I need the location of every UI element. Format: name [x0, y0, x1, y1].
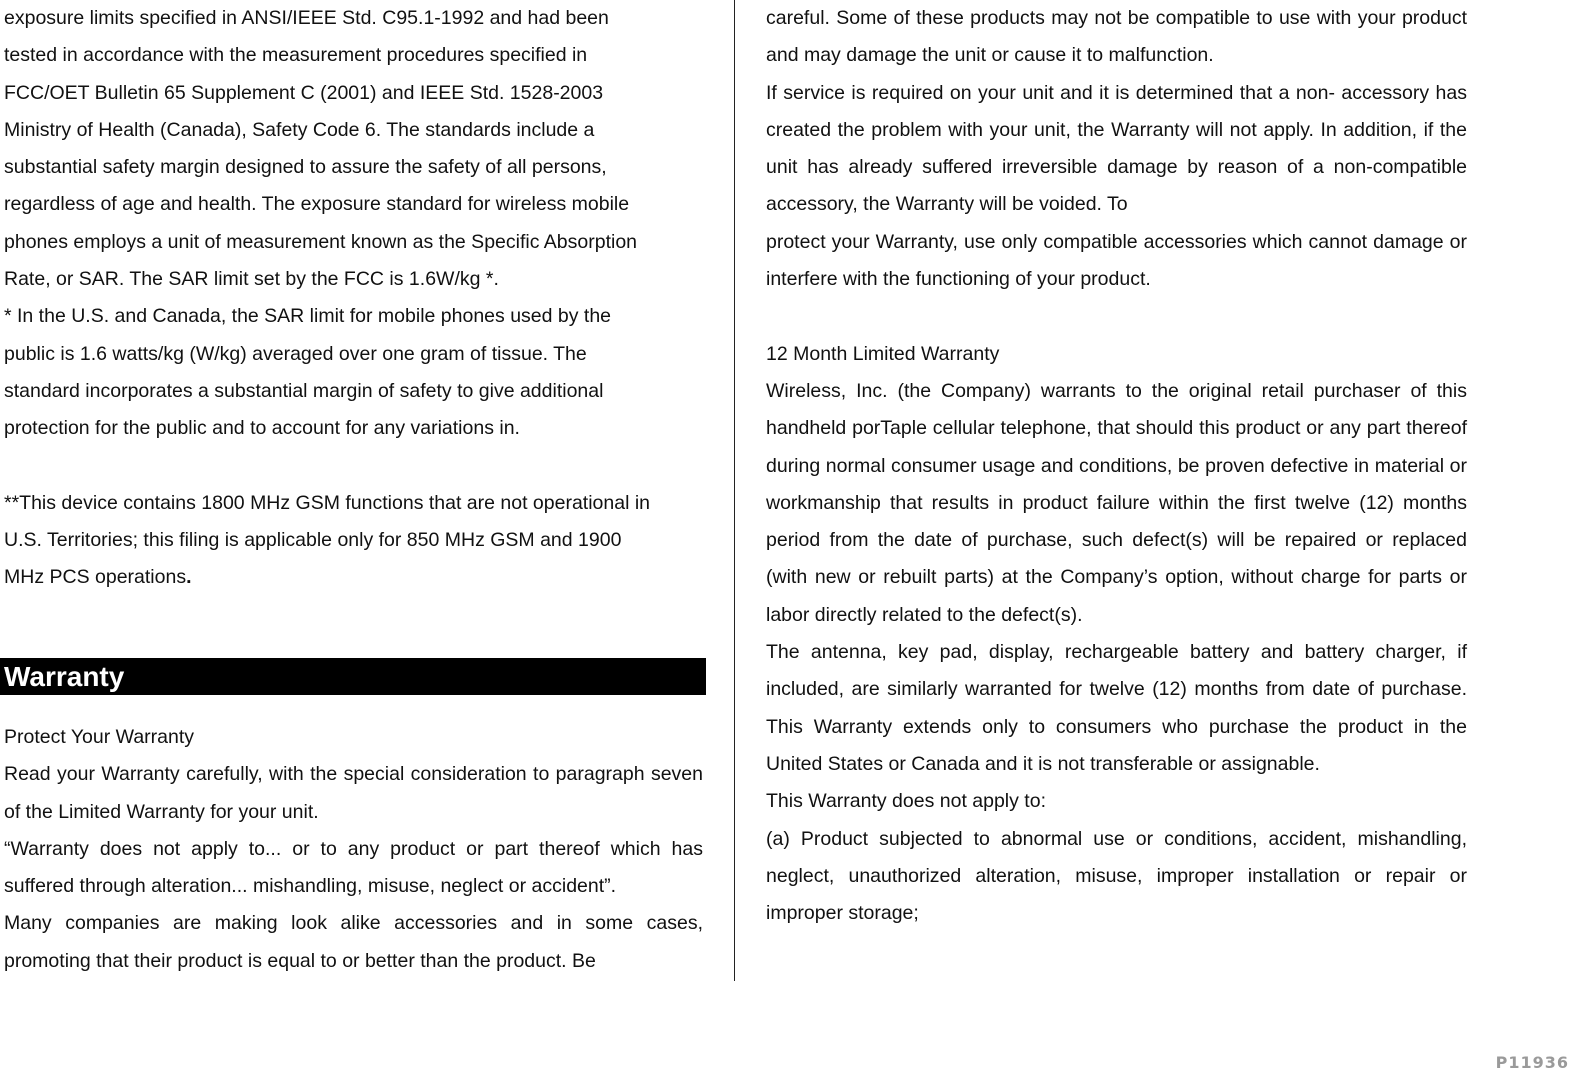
warranty-left-body	[4, 719, 703, 980]
exposure-paragraph: exposure limits specified in ANSI/IEEE Std. C95.1-1992 and had been tested in accordance with the measurement procedures specified in FCC/OET Bulletin 65 Supplement C (2001) and IEEE Std. 1528-2003 Ministry of Health (Canada), Safety Code 6. The standards include a substantial safety margin designed to assure the safety of all persons, regardless of age and health. The exposure standard for wireless mobile phones employs a unit of measurement known as the Specific Absorption Rate, or SAR. The SAR limit set by the FCC is 1.6W/kg *.	[4, 7, 638, 291]
left-column	[4, 0, 706, 597]
read-warranty-paragraph: Read your Warranty carefully, with the special consideration to paragraph seven of the Limited Warranty for your unit.	[4, 763, 703, 823]
company-warranty-paragraph: Wireless, Inc. (the Company) warrants to the original retail purchaser of this handheld porTaple cellular telephone, that should this product or any part thereof during normal consumer usage and conditions, be proven defective in material or workmanship that results in product failure within the first twelve (12) months period from the date of purchase, such defect(s) will be repaired or replaced (with new or rebuilt parts) at the Company’s option, without charge for parts or labor directly related to the defect(s).	[766, 379, 1467, 626]
sar-note-paragraph: * In the U.S. and Canada, the SAR limit for mobile phones used by the public is 1.6 watts/kg (W/kg) averaged over one gram of tissue. The standard incorporates a substantial margin of safety to give additional protection for the public and to account for any variations in.	[4, 305, 612, 440]
gsm-note-paragraph	[4, 485, 706, 597]
page-code: P11936	[1495, 1053, 1569, 1072]
warranty-quote-paragraph: “Warranty does not apply to... or to any product or part thereof which has suffered through alteration... mishandling, misuse, neglect or accident”.	[4, 837, 703, 898]
does-not-apply-heading: This Warranty does not apply to:	[766, 790, 1046, 813]
service-paragraph: If service is required on your unit and it is determined that a non- accessory has created the problem with your unit, the Warranty will not apply. In addition, if the unit has already suffered irreversible damage by reason of a non-compatible accessory, the Warranty will be voided. To	[766, 81, 1467, 216]
gsm-note-end: .	[186, 566, 192, 589]
antenna-paragraph: The antenna, key pad, display, rechargeable battery and battery charger, if included, are similarly warranted for twelve (12) months from date of purchase. This Warranty extends only to consumers who purchase the product in the United States or Canada and it is not transferable or assignable.	[766, 641, 1467, 775]
lookalike-accessories-paragraph: Many companies are making look alike accessories and in some cases, promoting that their product is equal to or better than the product. Be	[4, 912, 703, 972]
exclusion-item-a: (a) Product subjected to abnormal use or conditions, accident, mishandling, neglect, unauthorized alteration, misuse, improper installation or repair or improper storage;	[766, 827, 1467, 925]
limited-warranty-title: 12 Month Limited Warranty	[766, 342, 1000, 365]
right-column	[766, 0, 1467, 932]
gsm-note-text: **This device contains 1800 MHz GSM functions that are not operational in U.S. Territories; this filing is applicable only for 850 MHz GSM and 1900 MHz PCS operations	[4, 491, 651, 589]
protect-warranty-subheading: Protect Your Warranty	[4, 726, 195, 748]
column-divider	[734, 0, 735, 981]
protect-paragraph: protect your Warranty, use only compatible accessories which cannot damage or interfere with the functioning of your product.	[766, 230, 1467, 291]
warranty-heading: Warranty	[0, 658, 706, 695]
careful-paragraph: careful. Some of these products may not be compatible to use with your product and may damage the unit or cause it to malfunction.	[766, 7, 1467, 67]
